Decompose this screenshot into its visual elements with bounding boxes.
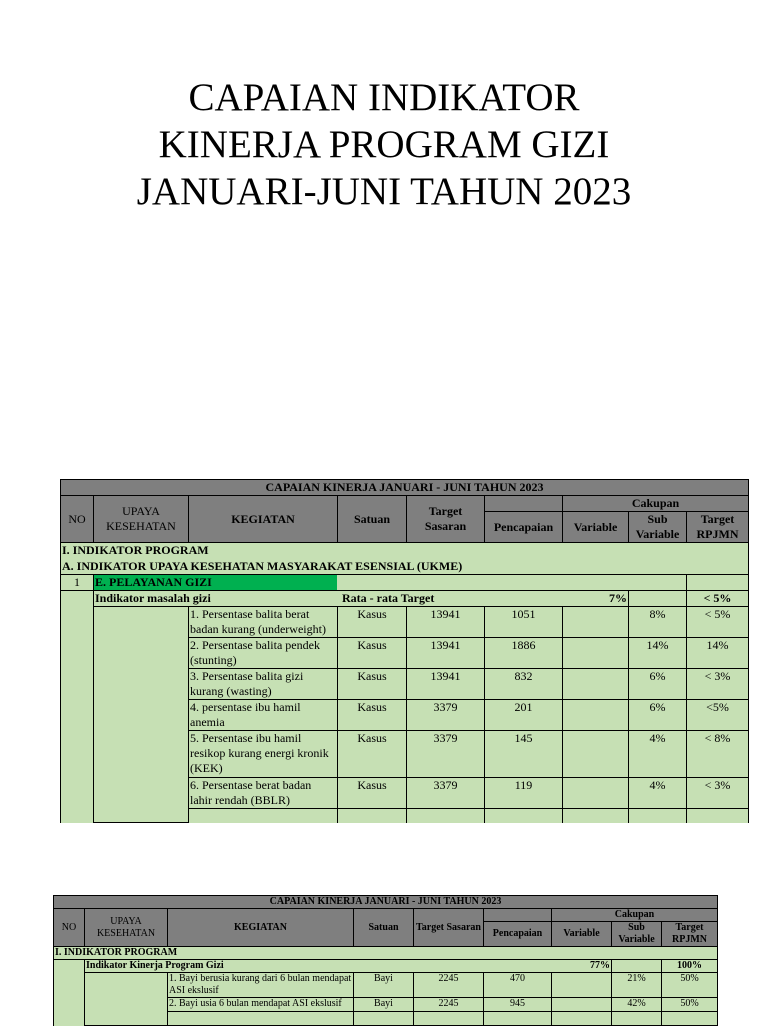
variable-cell xyxy=(552,998,612,1012)
variable-cell xyxy=(563,700,629,731)
header-no: NO xyxy=(54,909,85,947)
target-cell: 2245 xyxy=(414,973,484,998)
target-cell: 3379 xyxy=(407,731,485,778)
section-heading: I. INDIKATOR PROGRAM xyxy=(61,543,749,559)
sub-variable-cell: 4% xyxy=(629,778,687,809)
rpjmn-cell: < 5% xyxy=(687,607,749,638)
rpjmn-cell: 50% xyxy=(662,998,718,1012)
pencapaian-cell: 119 xyxy=(485,778,563,809)
kegiatan-cell: 6. Persentase berat badan lahir rendah (BBLR) xyxy=(189,778,338,809)
average-label: Rata - rata Target xyxy=(338,591,563,607)
target-cell: 2245 xyxy=(414,998,484,1012)
indicator-blank xyxy=(414,960,552,973)
header-kegiatan: KEGIATAN xyxy=(168,909,354,947)
sub-variable-cell-empty xyxy=(612,1012,662,1026)
rows-upaya-blank xyxy=(85,973,168,1026)
indicator-no-blank xyxy=(54,960,85,973)
target-cell: 3379 xyxy=(407,700,485,731)
table-caption: CAPAIAN KINERJA JANUARI - JUNI TAHUN 2023 xyxy=(61,480,749,496)
variable-cell xyxy=(563,778,629,809)
satuan-cell: Kasus xyxy=(338,607,407,638)
pencapaian-cell: 1886 xyxy=(485,638,563,669)
indicator-label: Indikator Kinerja Program Gizi xyxy=(85,960,414,973)
satuan-cell: Kasus xyxy=(338,778,407,809)
pencapaian-cell: 832 xyxy=(485,669,563,700)
sub-variable-cell: 21% xyxy=(612,973,662,998)
slide-title xyxy=(0,74,768,215)
header-target-sasaran: Target Sasaran xyxy=(407,496,485,543)
rpjmn-cell: < 8% xyxy=(687,731,749,778)
sub-variable-cell: 4% xyxy=(629,731,687,778)
pencapaian-cell-empty xyxy=(484,1012,552,1026)
header-variable: Variable xyxy=(563,512,629,543)
kegiatan-cell: 2. Bayi usia 6 bulan mendapat ASI ekslusif xyxy=(168,998,354,1012)
table-caption: CAPAIAN KINERJA JANUARI - JUNI TAHUN 2023 xyxy=(54,896,718,909)
variable-cell xyxy=(552,973,612,998)
variable-cell-empty xyxy=(563,809,629,823)
header-sub-variable: Sub Variable xyxy=(612,922,662,947)
indicator-no-blank xyxy=(61,591,94,607)
rows-upaya-blank xyxy=(94,607,189,823)
variable-cell xyxy=(563,669,629,700)
header-pencapaian: Pencapaian xyxy=(484,922,552,947)
average-sub-blank xyxy=(612,960,662,973)
kegiatan-cell: 5. Persentase ibu hamil resikop kurang energi kronik (KEK) xyxy=(189,731,338,778)
kegiatan-cell: 3. Persentase balita gizi kurang (wasting) xyxy=(189,669,338,700)
pencapaian-cell: 470 xyxy=(484,973,552,998)
target-cell-empty xyxy=(407,809,485,823)
group-label: E. PELAYANAN GIZI xyxy=(94,575,338,591)
kegiatan-cell-empty xyxy=(168,1012,354,1026)
sub-variable-cell: 6% xyxy=(629,669,687,700)
rows-no-blank xyxy=(54,973,85,1026)
pencapaian-cell: 145 xyxy=(485,731,563,778)
average-target: 100% xyxy=(662,960,718,973)
rpjmn-cell: < 3% xyxy=(687,778,749,809)
capaian-table-2 xyxy=(53,895,718,1026)
group-blank xyxy=(338,575,687,591)
header-upaya: UPAYA KESEHATAN xyxy=(85,909,168,947)
target-cell: 13941 xyxy=(407,638,485,669)
header-cakupan: Cakupan xyxy=(552,909,718,922)
target-cell-empty xyxy=(414,1012,484,1026)
target-cell: 13941 xyxy=(407,607,485,638)
average-target: < 5% xyxy=(687,591,749,607)
header-no: NO xyxy=(61,496,94,543)
header-satuan: Satuan xyxy=(354,909,414,947)
kegiatan-cell-empty xyxy=(189,809,338,823)
satuan-cell: Bayi xyxy=(354,973,414,998)
rpjmn-cell: <5% xyxy=(687,700,749,731)
satuan-cell-empty xyxy=(338,809,407,823)
average-value: 7% xyxy=(563,591,629,607)
indicator-label: Indikator masalah gizi xyxy=(94,591,338,607)
variable-cell xyxy=(563,607,629,638)
sub-variable-cell: 14% xyxy=(629,638,687,669)
subsection-heading: A. INDIKATOR UPAYA KESEHATAN MASYARAKAT ESENSIAL (UKME) xyxy=(61,559,749,575)
header-sub-variable: Sub Variable xyxy=(629,512,687,543)
satuan-cell: Kasus xyxy=(338,700,407,731)
header-blank xyxy=(485,496,563,512)
header-cakupan: Cakupan xyxy=(563,496,749,512)
header-pencapaian: Pencapaian xyxy=(485,512,563,543)
header-satuan: Satuan xyxy=(338,496,407,543)
satuan-cell: Bayi xyxy=(354,998,414,1012)
satuan-cell: Kasus xyxy=(338,669,407,700)
header-target-sasaran: Target Sasaran xyxy=(414,909,484,947)
header-target-rpjmn: Target RPJMN xyxy=(662,922,718,947)
capaian-table-1 xyxy=(60,479,749,823)
pencapaian-cell: 1051 xyxy=(485,607,563,638)
target-cell: 3379 xyxy=(407,778,485,809)
average-sub-blank xyxy=(629,591,687,607)
variable-cell-empty xyxy=(552,1012,612,1026)
kegiatan-cell: 1. Persentase balita berat badan kurang (underweight) xyxy=(189,607,338,638)
kegiatan-cell: 4. persentase ibu hamil anemia xyxy=(189,700,338,731)
variable-cell xyxy=(563,731,629,778)
group-blank-last xyxy=(687,575,749,591)
rpjmn-cell: 50% xyxy=(662,973,718,998)
sub-variable-cell: 8% xyxy=(629,607,687,638)
rpjmn-cell: < 3% xyxy=(687,669,749,700)
pencapaian-cell: 201 xyxy=(485,700,563,731)
sub-variable-cell: 6% xyxy=(629,700,687,731)
header-kegiatan: KEGIATAN xyxy=(189,496,338,543)
rpjmn-cell-empty xyxy=(687,809,749,823)
rpjmn-cell-empty xyxy=(662,1012,718,1026)
header-target-rpjmn: Target RPJMN xyxy=(687,512,749,543)
title-line-2: KINERJA PROGRAM GIZI xyxy=(158,123,610,166)
average-value: 77% xyxy=(552,960,612,973)
kegiatan-cell: 1. Bayi berusia kurang dari 6 bulan mendapat ASI ekslusif xyxy=(168,973,354,998)
title-line-3: JANUARI-JUNI TAHUN 2023 xyxy=(136,170,632,213)
rpjmn-cell: 14% xyxy=(687,638,749,669)
satuan-cell-empty xyxy=(354,1012,414,1026)
sub-variable-cell-empty xyxy=(629,809,687,823)
group-number: 1 xyxy=(61,575,94,591)
target-cell: 13941 xyxy=(407,669,485,700)
satuan-cell: Kasus xyxy=(338,638,407,669)
header-upaya: UPAYA KESEHATAN xyxy=(94,496,189,543)
rows-no-blank xyxy=(61,607,94,823)
section-heading: I. INDIKATOR PROGRAM xyxy=(54,947,718,960)
header-variable: Variable xyxy=(552,922,612,947)
sub-variable-cell: 42% xyxy=(612,998,662,1012)
pencapaian-cell-empty xyxy=(485,809,563,823)
pencapaian-cell: 945 xyxy=(484,998,552,1012)
title-line-1: CAPAIAN INDIKATOR xyxy=(188,76,580,119)
header-blank xyxy=(484,909,552,922)
satuan-cell: Kasus xyxy=(338,731,407,778)
kegiatan-cell: 2. Persentase balita pendek (stunting) xyxy=(189,638,338,669)
variable-cell xyxy=(563,638,629,669)
